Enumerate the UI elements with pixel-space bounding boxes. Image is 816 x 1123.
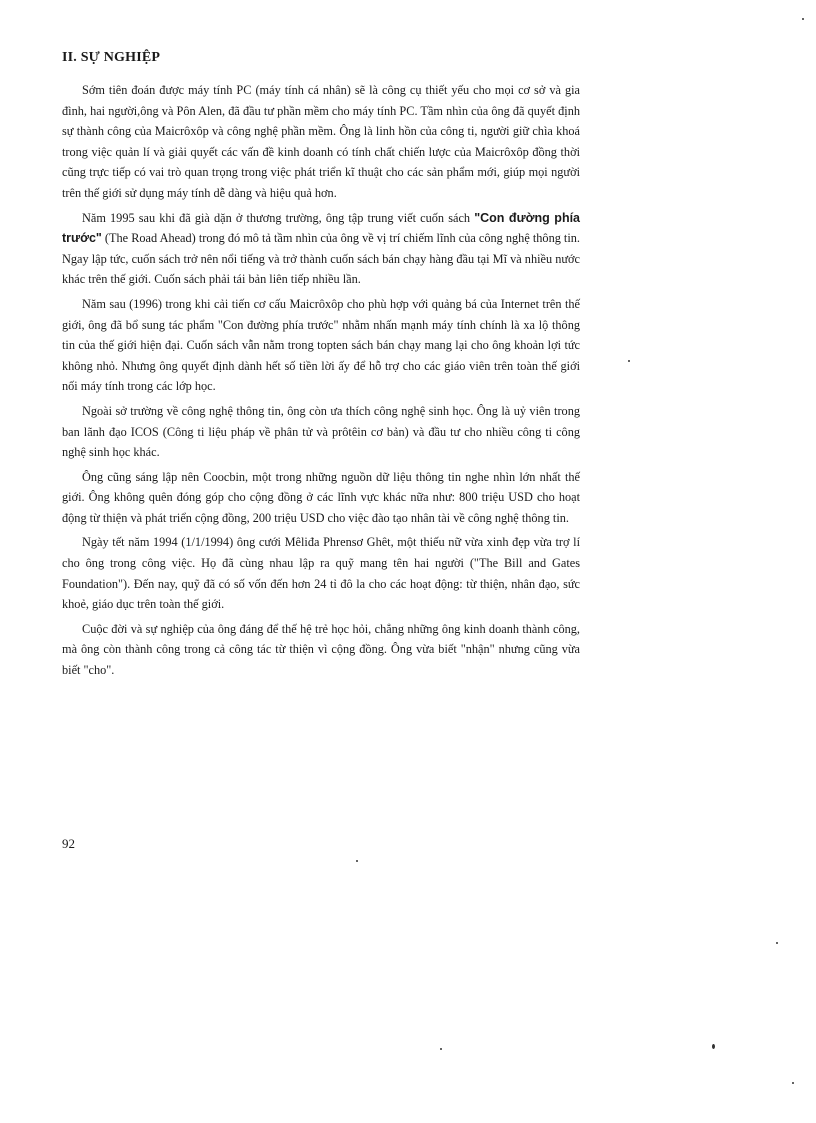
paragraph-book-before: Năm 1995 sau khi đã già dặn ở thương trường, ông tập trung viết cuốn sách — [82, 210, 475, 225]
page-number: 92 — [62, 836, 75, 851]
scan-speck — [776, 942, 778, 944]
paragraph-conclusion: Cuộc đời và sự nghiệp của ông đáng để thế hệ trẻ học hỏi, chẳng những ông kinh doanh thành công, mà ông còn thành công trong cả công tác từ thiện vì cộng đồng. Ông vừa biết "nhận" nhưng cũng vừa biết "cho". — [62, 621, 580, 678]
paragraph-coocbin: Ông cũng sáng lập nên Coocbin, một trong những nguồn dữ liệu thông tin nghe nhìn lớn nhất thế giới. Ông không quên đóng góp cho cộng đồng ở các lĩnh vực khác nữa như: 800 triệu USD cho hoạt động từ thiện và phát triển cộng đồng, 200 triệu USD cho việc đào tạo nhân tài về công nghệ thông tin. — [62, 469, 580, 525]
scan-speck — [440, 1048, 442, 1050]
paragraph-book — [62, 208, 580, 290]
paragraph-marriage: Ngày tết năm 1994 (1/1/1994) ông cưới Mêliđa Phrensơ Ghêt, một thiếu nữ vừa xinh đẹp vừa trợ lí cho ông trong công việc. Họ đã cùng nhau lập ra quỹ mang tên hai người ("The Bill and Gates Foundation"). Đến nay, quỹ đã có số vốn đến hơn 24 tỉ đô la cho các hoạt động: từ thiện, nhân đạo, sức khoẻ, giáo dục trên toàn thế giới. — [62, 535, 580, 612]
paragraph-book-after: (The Road Ahead) trong đó mô tả tầm nhìn của ông về vị trí chiếm lĩnh của công nghệ thông tin. Ngay lập tức, cuốn sách trở nên nổi tiếng và trở thành cuốn sách bán chạy hàng đầu tại Mĩ và nhiều nước khác trên thế giới. Cuốn sách phải tái bản liên tiếp nhiều lần. — [62, 231, 580, 287]
book-title: "Con đường phía trước" — [62, 210, 580, 246]
page-content — [62, 50, 580, 685]
section-heading: II. SỰ NGHIỆP — [62, 50, 161, 65]
paragraph-career-intro: Sớm tiên đoán được máy tính PC (máy tính cá nhân) sẽ là công cụ thiết yếu cho mọi cơ sở và gia đình, hai người,ông và Pôn Alen, đã đầu tư phần mềm cho máy tính PC. Tầm nhìn của ông đã quyết định sự thành công của Maicrôxôp và công nghệ phần mềm. Ông là linh hồn của công ti, người giữ chìa khoá trong việc quản lí và giải quyết các vấn đề kinh doanh có tính chất chiến lược của Maicrôxôp đồng thời cũng trực tiếp có vai trò quan trọng trong việc phát triển kĩ thuật cho các sản phẩm mới, giúp mọi người trên thế giới sử dụng máy tính dễ dàng và hiệu quả hơn. — [62, 83, 580, 200]
scan-speck — [712, 1044, 715, 1049]
scan-speck — [628, 360, 630, 362]
scan-speck — [356, 860, 358, 862]
paragraph-1996: Năm sau (1996) trong khi cải tiến cơ cấu Maicrôxôp cho phù hợp với quảng bá của Internet trên thế giới, ông đã bổ sung tác phẩm "Con đường phía trước" nhằm nhấn mạnh máy tính chính là xa lộ thông tin của thế giới hiện đại. Cuốn sách vẫn nằm trong topten sách bán chạy mang lại cho ông khoản lợi tức không nhỏ. Nhưng ông quyết định dành hết số tiền lời ấy để hỗ trợ cho các giáo viên trên toàn thế giới nối máy tính trong các lớp học. — [62, 296, 580, 394]
paragraph-biotech: Ngoài sở trường về công nghệ thông tin, ông còn ưa thích công nghệ sinh học. Ông là uỷ viên trong ban lãnh đạo ICOS (Công ti liệu pháp về phân tử và prôtêin cơ bản) và đầu tư cho nhiều công ti công nghệ sinh học khác. — [62, 403, 580, 460]
scan-speck — [802, 18, 804, 20]
scan-speck — [792, 1082, 794, 1084]
